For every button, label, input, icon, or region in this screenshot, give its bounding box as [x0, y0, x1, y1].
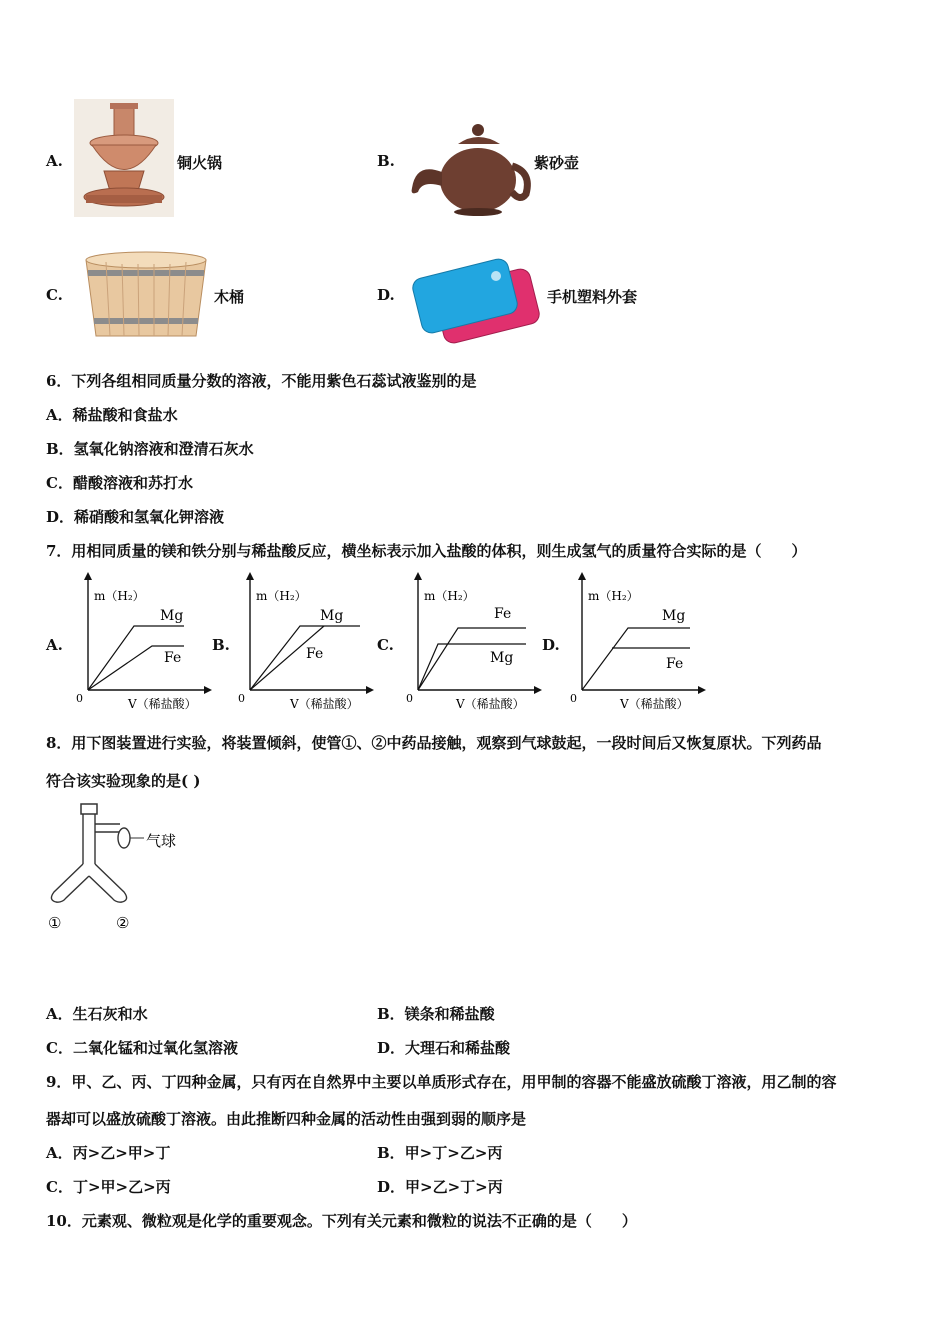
q7-graph-a	[72, 572, 212, 712]
q8-option-d: D．大理石和稀盐酸	[377, 1039, 511, 1057]
q8-stem-line1: 8．用下图装置进行实验，将装置倾斜，使管①、②中药品接触，观察到气球鼓起，一段时间后又恢复原状。下列药品	[46, 734, 822, 752]
q7-graph-c-letter: C.	[377, 636, 394, 654]
q7-graph-d-bottom-label: Fe	[666, 656, 684, 672]
q5-option-b-label: 紫砂壶	[534, 154, 580, 172]
q7-graph-b-origin: 0	[238, 692, 245, 705]
q7-graph-b-top-label: Mg	[320, 608, 344, 624]
q6-option-c: C．醋酸溶液和苏打水	[46, 474, 193, 492]
q7-graph-c	[402, 572, 542, 712]
q7-graph-d-letter: D.	[542, 636, 560, 654]
q6-stem: 6．下列各组相同质量分数的溶液，不能用紫色石蕊试液鉴别的是	[46, 372, 477, 390]
q7-graph-a-bottom-label: Fe	[164, 650, 182, 666]
q5-option-d-label: 手机塑料外套	[547, 288, 638, 306]
q5-option-c-letter: C.	[46, 286, 63, 304]
q7-graph-a-ylabel: m（H₂）	[94, 589, 145, 603]
q5-option-b-letter: B.	[377, 152, 395, 170]
q7-stem: 7．用相同质量的镁和铁分别与稀盐酸反应，横坐标表示加入盐酸的体积，则生成氢气的质量符合实际的是（ ）	[46, 542, 807, 560]
q8-balloon-label: 气球	[146, 832, 177, 850]
q7-graph-c-origin: 0	[406, 692, 413, 705]
q7-graph-a-xlabel: V（稀盐酸）	[128, 697, 197, 711]
y-tube-apparatus-icon	[44, 802, 194, 934]
q5-option-a-letter: A.	[46, 152, 63, 170]
q8-option-b: B．镁条和稀盐酸	[377, 1005, 495, 1023]
q5-option-c-label: 木桶	[214, 288, 245, 306]
q7-graph-b-letter: B.	[212, 636, 230, 654]
q7-graph-c-xlabel: V（稀盐酸）	[456, 697, 525, 711]
copper-hotpot-icon	[74, 99, 174, 217]
q7-graph-d-origin: 0	[570, 692, 577, 705]
q7-graph-c-top-label: Fe	[494, 606, 512, 622]
q10-stem: 10．元素观、微粒观是化学的重要观念。下列有关元素和微粒的说法不正确的是（ ）	[46, 1212, 637, 1230]
q9-option-b: B．甲>丁>乙>丙	[377, 1144, 503, 1162]
q9-option-d: D．甲>乙>丁>丙	[377, 1178, 503, 1196]
wooden-bucket-icon	[82, 250, 210, 346]
q6-option-a: A．稀盐酸和食盐水	[46, 406, 178, 424]
q8-option-c: C．二氧化锰和过氧化氢溶液	[46, 1039, 238, 1057]
q7-graph-a-letter: A.	[46, 636, 63, 654]
q7-graph-b	[234, 572, 374, 712]
q7-graph-b-bottom-label: Fe	[306, 646, 324, 662]
q7-graph-d	[566, 572, 706, 712]
q9-stem-line2: 器却可以盛放硫酸丁溶液。由此推断四种金属的活动性由强到弱的顺序是	[46, 1110, 527, 1128]
q9-option-a: A．丙>乙>甲>丁	[46, 1144, 171, 1162]
q5-option-a-label: 铜火锅	[177, 154, 223, 172]
q9-stem-line1: 9．甲、乙、丙、丁四种金属，只有丙在自然界中主要以单质形式存在，用甲制的容器不能盛放硫酸丁溶液，用乙制的容	[46, 1073, 837, 1091]
q7-graph-c-ylabel: m（H₂）	[424, 589, 475, 603]
q8-tube1-label: ①	[48, 914, 62, 932]
q7-graph-a-top-label: Mg	[160, 608, 184, 624]
q8-tube2-label: ②	[116, 914, 130, 932]
plastic-phone-case-icon	[408, 256, 544, 346]
q9-option-c: C．丁>甲>乙>丙	[46, 1178, 171, 1196]
q7-graph-b-xlabel: V（稀盐酸）	[290, 697, 359, 711]
q7-graph-b-ylabel: m（H₂）	[256, 589, 307, 603]
clay-teapot-icon	[408, 122, 536, 218]
q7-graph-d-ylabel: m（H₂）	[588, 589, 639, 603]
q7-graph-c-bottom-label: Mg	[490, 650, 514, 666]
q7-graph-a-origin: 0	[76, 692, 83, 705]
q6-option-d: D．稀硝酸和氢氧化钾溶液	[46, 508, 225, 526]
q8-stem-line2: 符合该实验现象的是( )	[46, 772, 201, 790]
q7-graph-d-top-label: Mg	[662, 608, 686, 624]
q7-graph-d-xlabel: V（稀盐酸）	[620, 697, 689, 711]
q5-option-d-letter: D.	[377, 286, 395, 304]
q6-option-b: B．氢氧化钠溶液和澄清石灰水	[46, 440, 254, 458]
q8-option-a: A．生石灰和水	[46, 1005, 148, 1023]
